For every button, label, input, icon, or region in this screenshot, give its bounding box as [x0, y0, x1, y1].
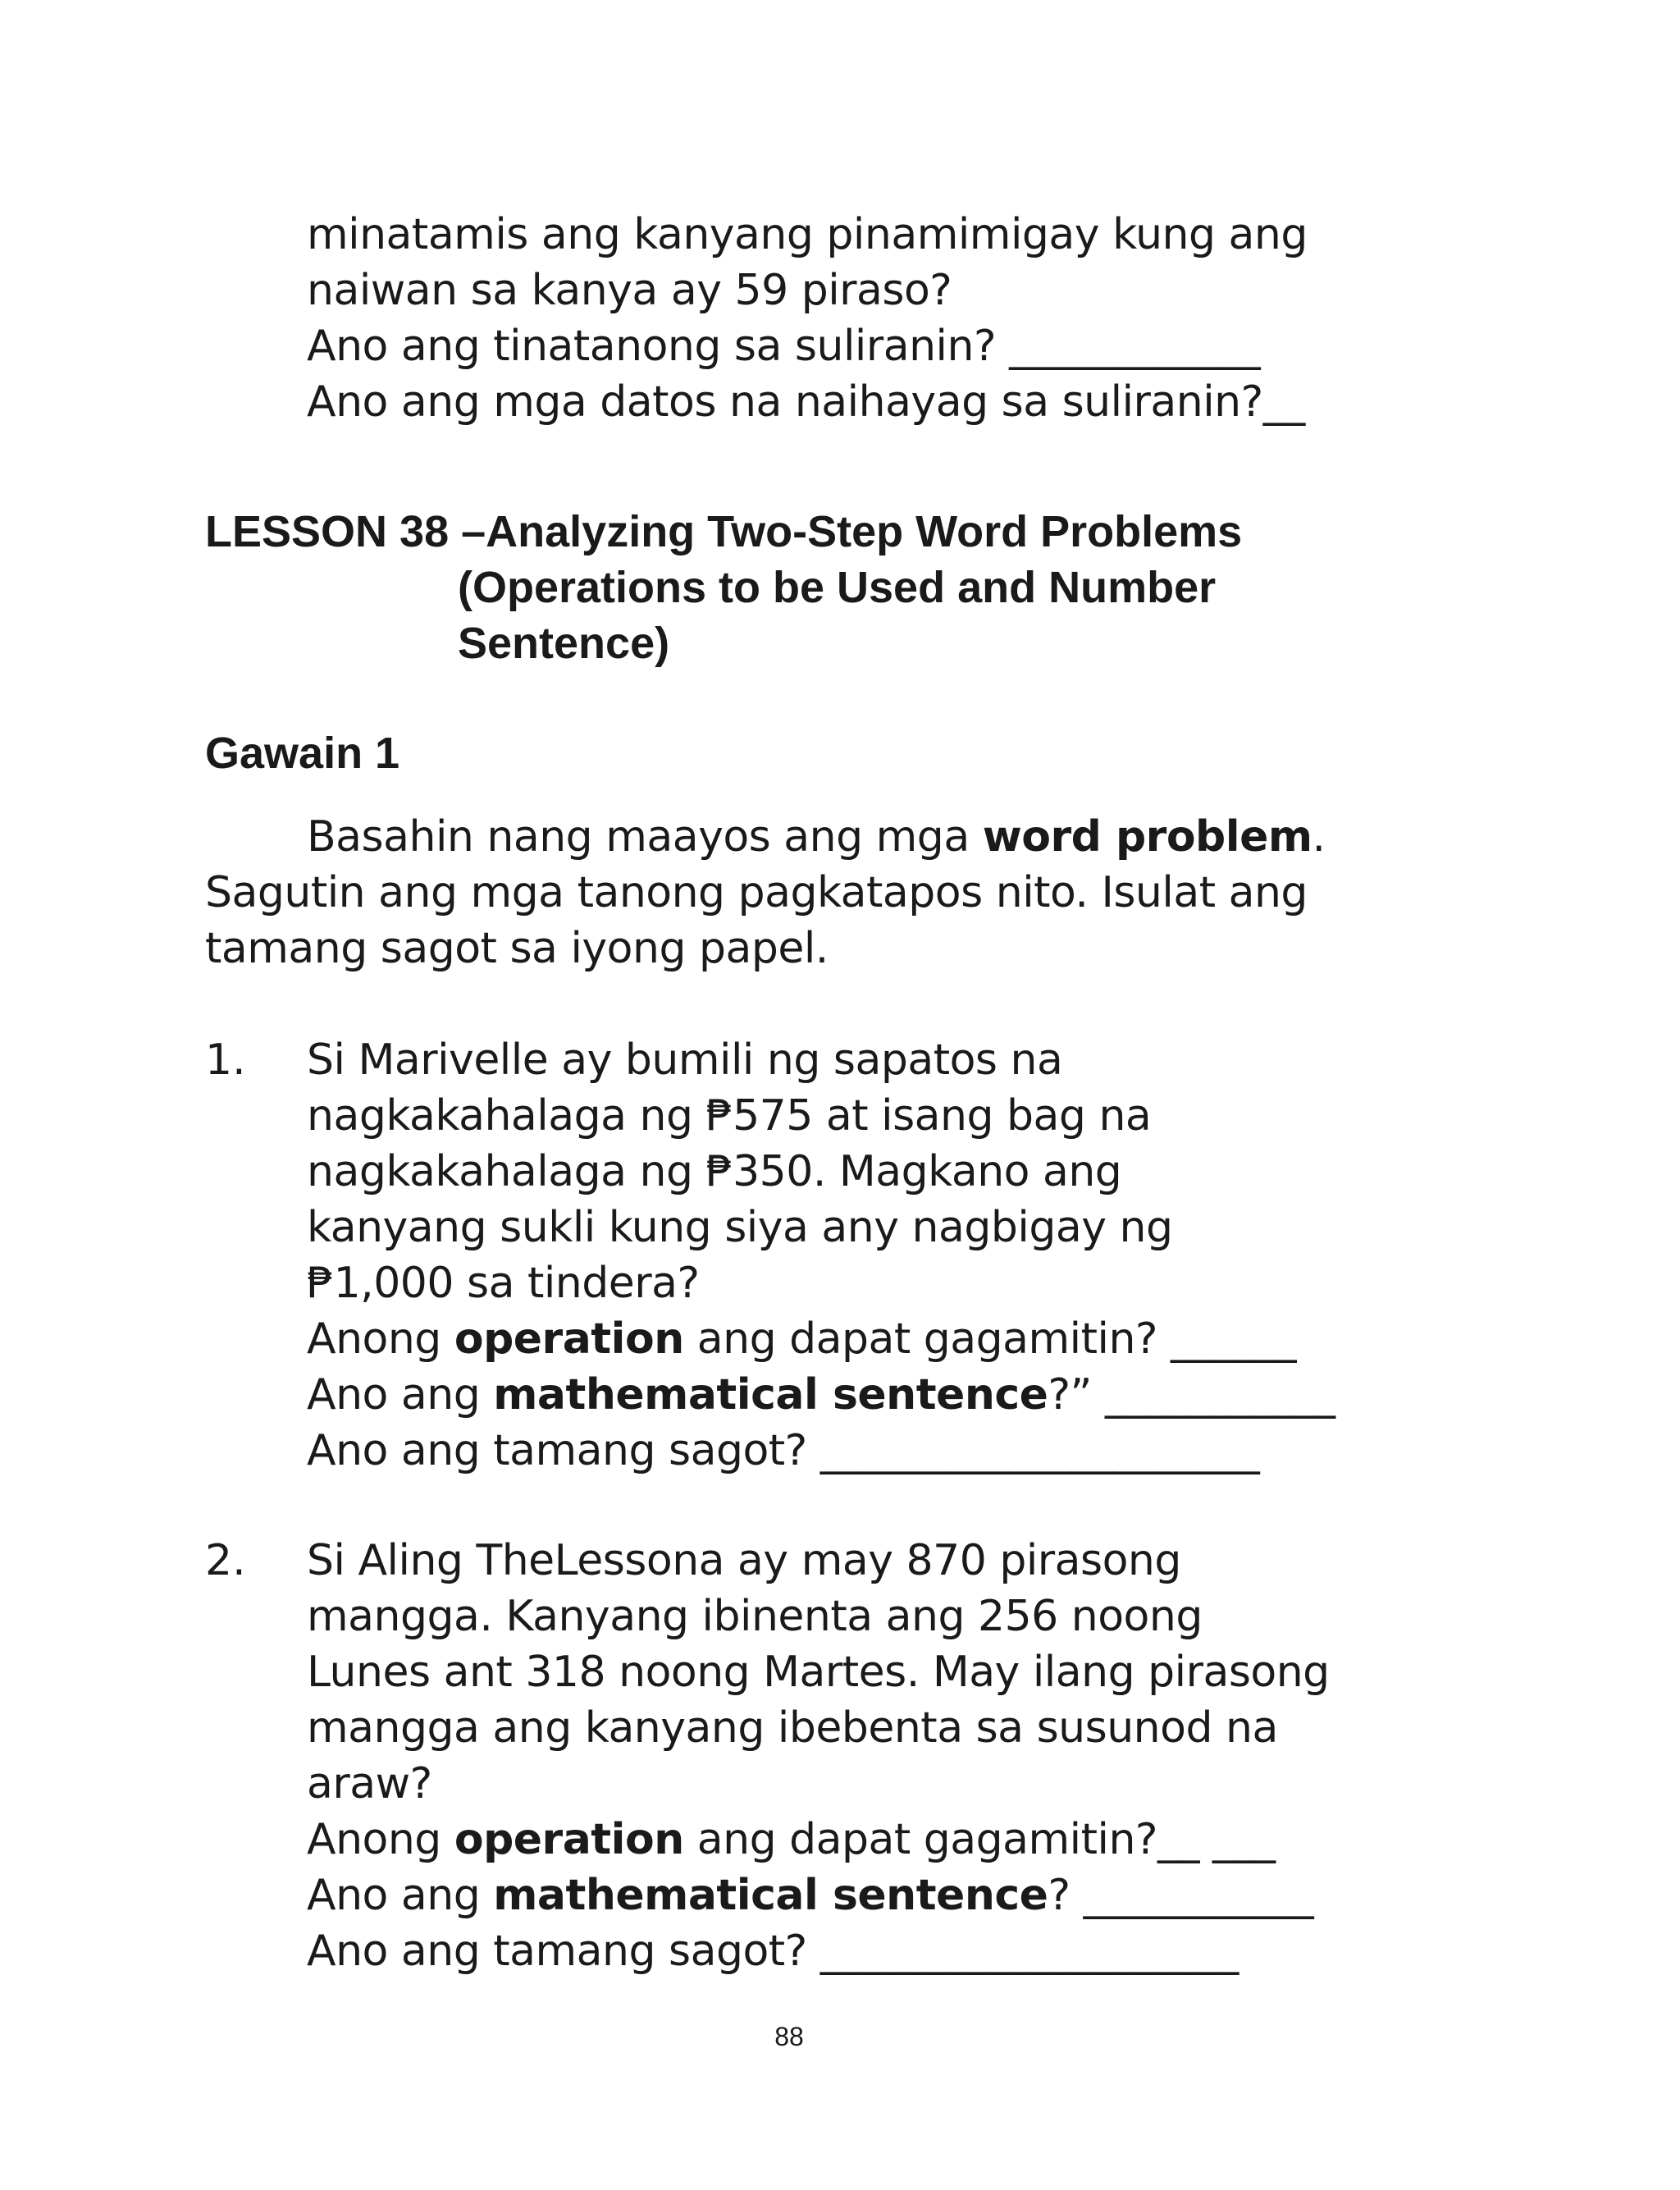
instructions-line-3: tamang sagot sa iyong papel.	[205, 924, 829, 973]
continuation-question-2: Ano ang mga datos na naihayag sa suliranin?__	[307, 377, 1305, 427]
problem-2-line-3: Lunes ant 318 noong Martes. May ilang pirasong	[307, 1648, 1330, 1697]
problem-2-question-operation	[307, 1812, 1276, 1868]
problem-2-line-2: mangga. Kanyang ibinenta ang 256 noong	[307, 1592, 1203, 1641]
continuation-line-2: naiwan sa kanya ay 59 piraso?	[307, 266, 952, 315]
instructions-punctuation: .	[1312, 812, 1326, 862]
page-number: 88	[774, 2022, 804, 2051]
question-bold-term: operation	[454, 1815, 684, 1864]
problem-1-question-sentence	[307, 1367, 1335, 1423]
problem-2-line-5: araw?	[307, 1759, 432, 1808]
instructions-line-2: Sagutin ang mga tanong pagkatapos nito. Isulat ang	[205, 868, 1308, 917]
instructions-text: Basahin nang maayos ang mga	[307, 812, 983, 862]
problem-1-question-answer: Ano ang tamang sagot? _____________________	[307, 1426, 1260, 1475]
lesson-title-line-1: LESSON 38 –Analyzing Two-Step Word Problems	[205, 507, 1243, 556]
problem-1-line-5: ₱1,000 sa tindera?	[307, 1259, 700, 1308]
question-bold-term: mathematical sentence	[493, 1871, 1048, 1920]
question-text-blank: ang dapat gagamitin?__ ___	[683, 1815, 1276, 1864]
question-text-blank: ? ___________	[1048, 1871, 1314, 1920]
lesson-title-line-3: Sentence)	[458, 619, 670, 668]
instructions-line-1	[307, 809, 1326, 865]
problem-1-line-4: kanyang sukli kung siya any nagbigay ng	[307, 1203, 1173, 1252]
question-text: Ano ang	[307, 1871, 494, 1920]
question-text-blank: ?” ___________	[1048, 1370, 1335, 1420]
activity-title: Gawain 1	[205, 729, 400, 778]
continuation-line-1: minatamis ang kanyang pinamimigay kung ang	[307, 210, 1308, 259]
question-bold-term: operation	[454, 1314, 684, 1364]
question-text: Anong	[307, 1314, 454, 1364]
problem-1-line-3: nagkakahalaga ng ₱350. Magkano ang	[307, 1147, 1122, 1196]
lesson-title-line-2: (Operations to be Used and Number	[458, 563, 1217, 612]
problem-2-line-1: Si Aling TheLessona ay may 870 pirasong	[307, 1536, 1181, 1585]
problem-2-line-4: mangga ang kanyang ibebenta sa susunod na	[307, 1703, 1278, 1753]
question-text-blank: ang dapat gagamitin? ______	[683, 1314, 1297, 1364]
instructions-bold-term: word problem	[982, 812, 1312, 862]
problem-2-question-sentence	[307, 1868, 1313, 1923]
problem-1-line-2: nagkakahalaga ng ₱575 at isang bag na	[307, 1091, 1152, 1141]
question-text: Ano ang	[307, 1370, 494, 1420]
problem-2-number: 2.	[205, 1536, 246, 1585]
problem-2-question-answer: Ano ang tamang sagot? ____________________	[307, 1927, 1239, 1976]
problem-1-question-operation	[307, 1311, 1296, 1367]
question-bold-term: mathematical sentence	[493, 1370, 1048, 1420]
problem-1-line-1: Si Marivelle ay bumili ng sapatos na	[307, 1036, 1063, 1085]
question-text: Anong	[307, 1815, 454, 1864]
problem-1-number: 1.	[205, 1036, 246, 1085]
continuation-question-1: Ano ang tinatanong sa suliranin? ____________	[307, 322, 1261, 371]
